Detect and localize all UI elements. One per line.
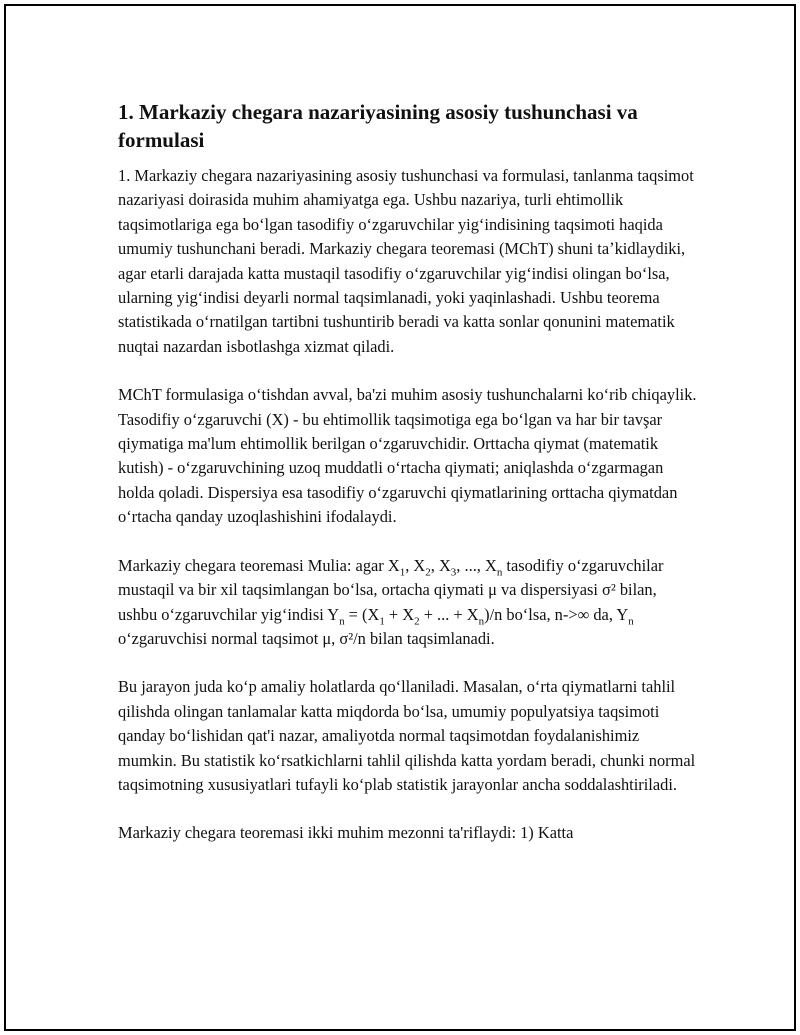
- subscript: n: [628, 614, 634, 627]
- subscript: n: [339, 614, 345, 627]
- document-body: [118, 98, 698, 870]
- section-heading: 1. Markaziy chegara nazariyasining asosiy tushunchasi va formulasi: [118, 100, 638, 152]
- paragraph-concepts: MChT formulasiga oʻtishdan avval, ba'zi muhim asosiy tushunchalarni koʻrib chiqaylik. Tasodifiy oʻzgaruvchi (X) - bu ehtimollik taqsimotiga ega boʻlgan va har bir tavşar qiymatiga ma'lum ehtimollik berilgan oʻzgaruvchidir. Orttacha qiymat (matematik kutish) - oʻzgaruvchining uzoq muddatli oʻrtacha qiymati; aniqlashda oʻzgarmagan holda qoladi. Dispersiya esa tasodifiy oʻzgaruvchi qiymatlarining orttacha qiymatdan oʻrtacha qanday uzoqlashishini ifodalaydi.: [118, 385, 697, 527]
- theorem-text: + X: [384, 604, 415, 624]
- theorem-text: )/n boʻlsa, n->∞ da, Y: [484, 604, 629, 624]
- theorem-text: oʻzgaruvchisi normal taqsimot μ, σ²/n bilan taqsimlanadi.: [118, 628, 495, 648]
- subscript: 2: [425, 565, 431, 578]
- paragraph-intro: 1. Markaziy chegara nazariyasining asosiy tushunchasi va formulasi, tanlanma taqsimot nazariyasi doirasida muhim ahamiyatga ega. Ushbu nazariya, turli ehtimollik taqsimotlariga ega boʻlgan tasodifiy oʻzgaruvchilar yigʻindisining taqsimoti haqida umumiy tushunchani beradi. Markaziy chegara teoremasi (MChT) shuni taʼkidlaydiki, agar etarli darajada katta mustaqil tasodifiy oʻzgaruvchilar yigʻindisi olingan boʻlsa, ularning yigʻindisi deyarli normal taqsimlanadi, yoki yaqinlashadi. Ushbu teorema statistikada oʻrnatilgan tartibni tushuntirib beradi va katta sonlar qonunini matematik nuqtai nazardan isbotlashga xizmat qiladi.: [118, 166, 694, 356]
- theorem-text: Markaziy chegara teoremasi Mulia: agar X: [118, 555, 400, 575]
- theorem-text: , X: [405, 555, 426, 575]
- theorem-text: = (X: [344, 604, 380, 624]
- paragraph-applications: Bu jarayon juda koʻp amaliy holatlarda qoʻllaniladi. Masalan, oʻrta qiymatlarni tahlil qilishda olingan tanlamalar katta miqdorda boʻlsa, umumiy populyatsiya taqsimoti qanday boʻlishidan qat'i nazar, amaliyotda normal taqsimotdan foydalanishimiz mumkin. Bu statistik koʻrsatkichlarni tahlil qilishda katta yordam beradi, chunki normal taqsimotning xususiyatlari tufayli koʻplab statistik jarayonlar ancha soddalashtiriladi.: [118, 677, 696, 794]
- subscript: 1: [399, 565, 406, 578]
- paragraph-criteria: Markaziy chegara teoremasi ikki muhim mezonni ta'riflaydi: 1) Katta: [118, 823, 574, 843]
- theorem-text: + ... + X: [419, 604, 479, 624]
- subscript: 1: [379, 614, 385, 627]
- paragraph-theorem: [118, 554, 698, 652]
- theorem-text: , ..., X: [456, 555, 497, 575]
- subscript: n: [496, 565, 503, 578]
- subscript: 2: [414, 614, 420, 627]
- subscript: 3: [450, 565, 457, 578]
- theorem-text: tasodifiy oʻzgaruvchilar mustaqil va bir xil taqsimlangan boʻlsa, ortacha qiymati μ va dispersiyasi σ² bilan, ushbu oʻzgaruvchilar yigʻindisi Y: [118, 555, 664, 624]
- theorem-text: , X: [430, 555, 451, 575]
- subscript: n: [478, 614, 485, 627]
- page-frame: [4, 4, 796, 1031]
